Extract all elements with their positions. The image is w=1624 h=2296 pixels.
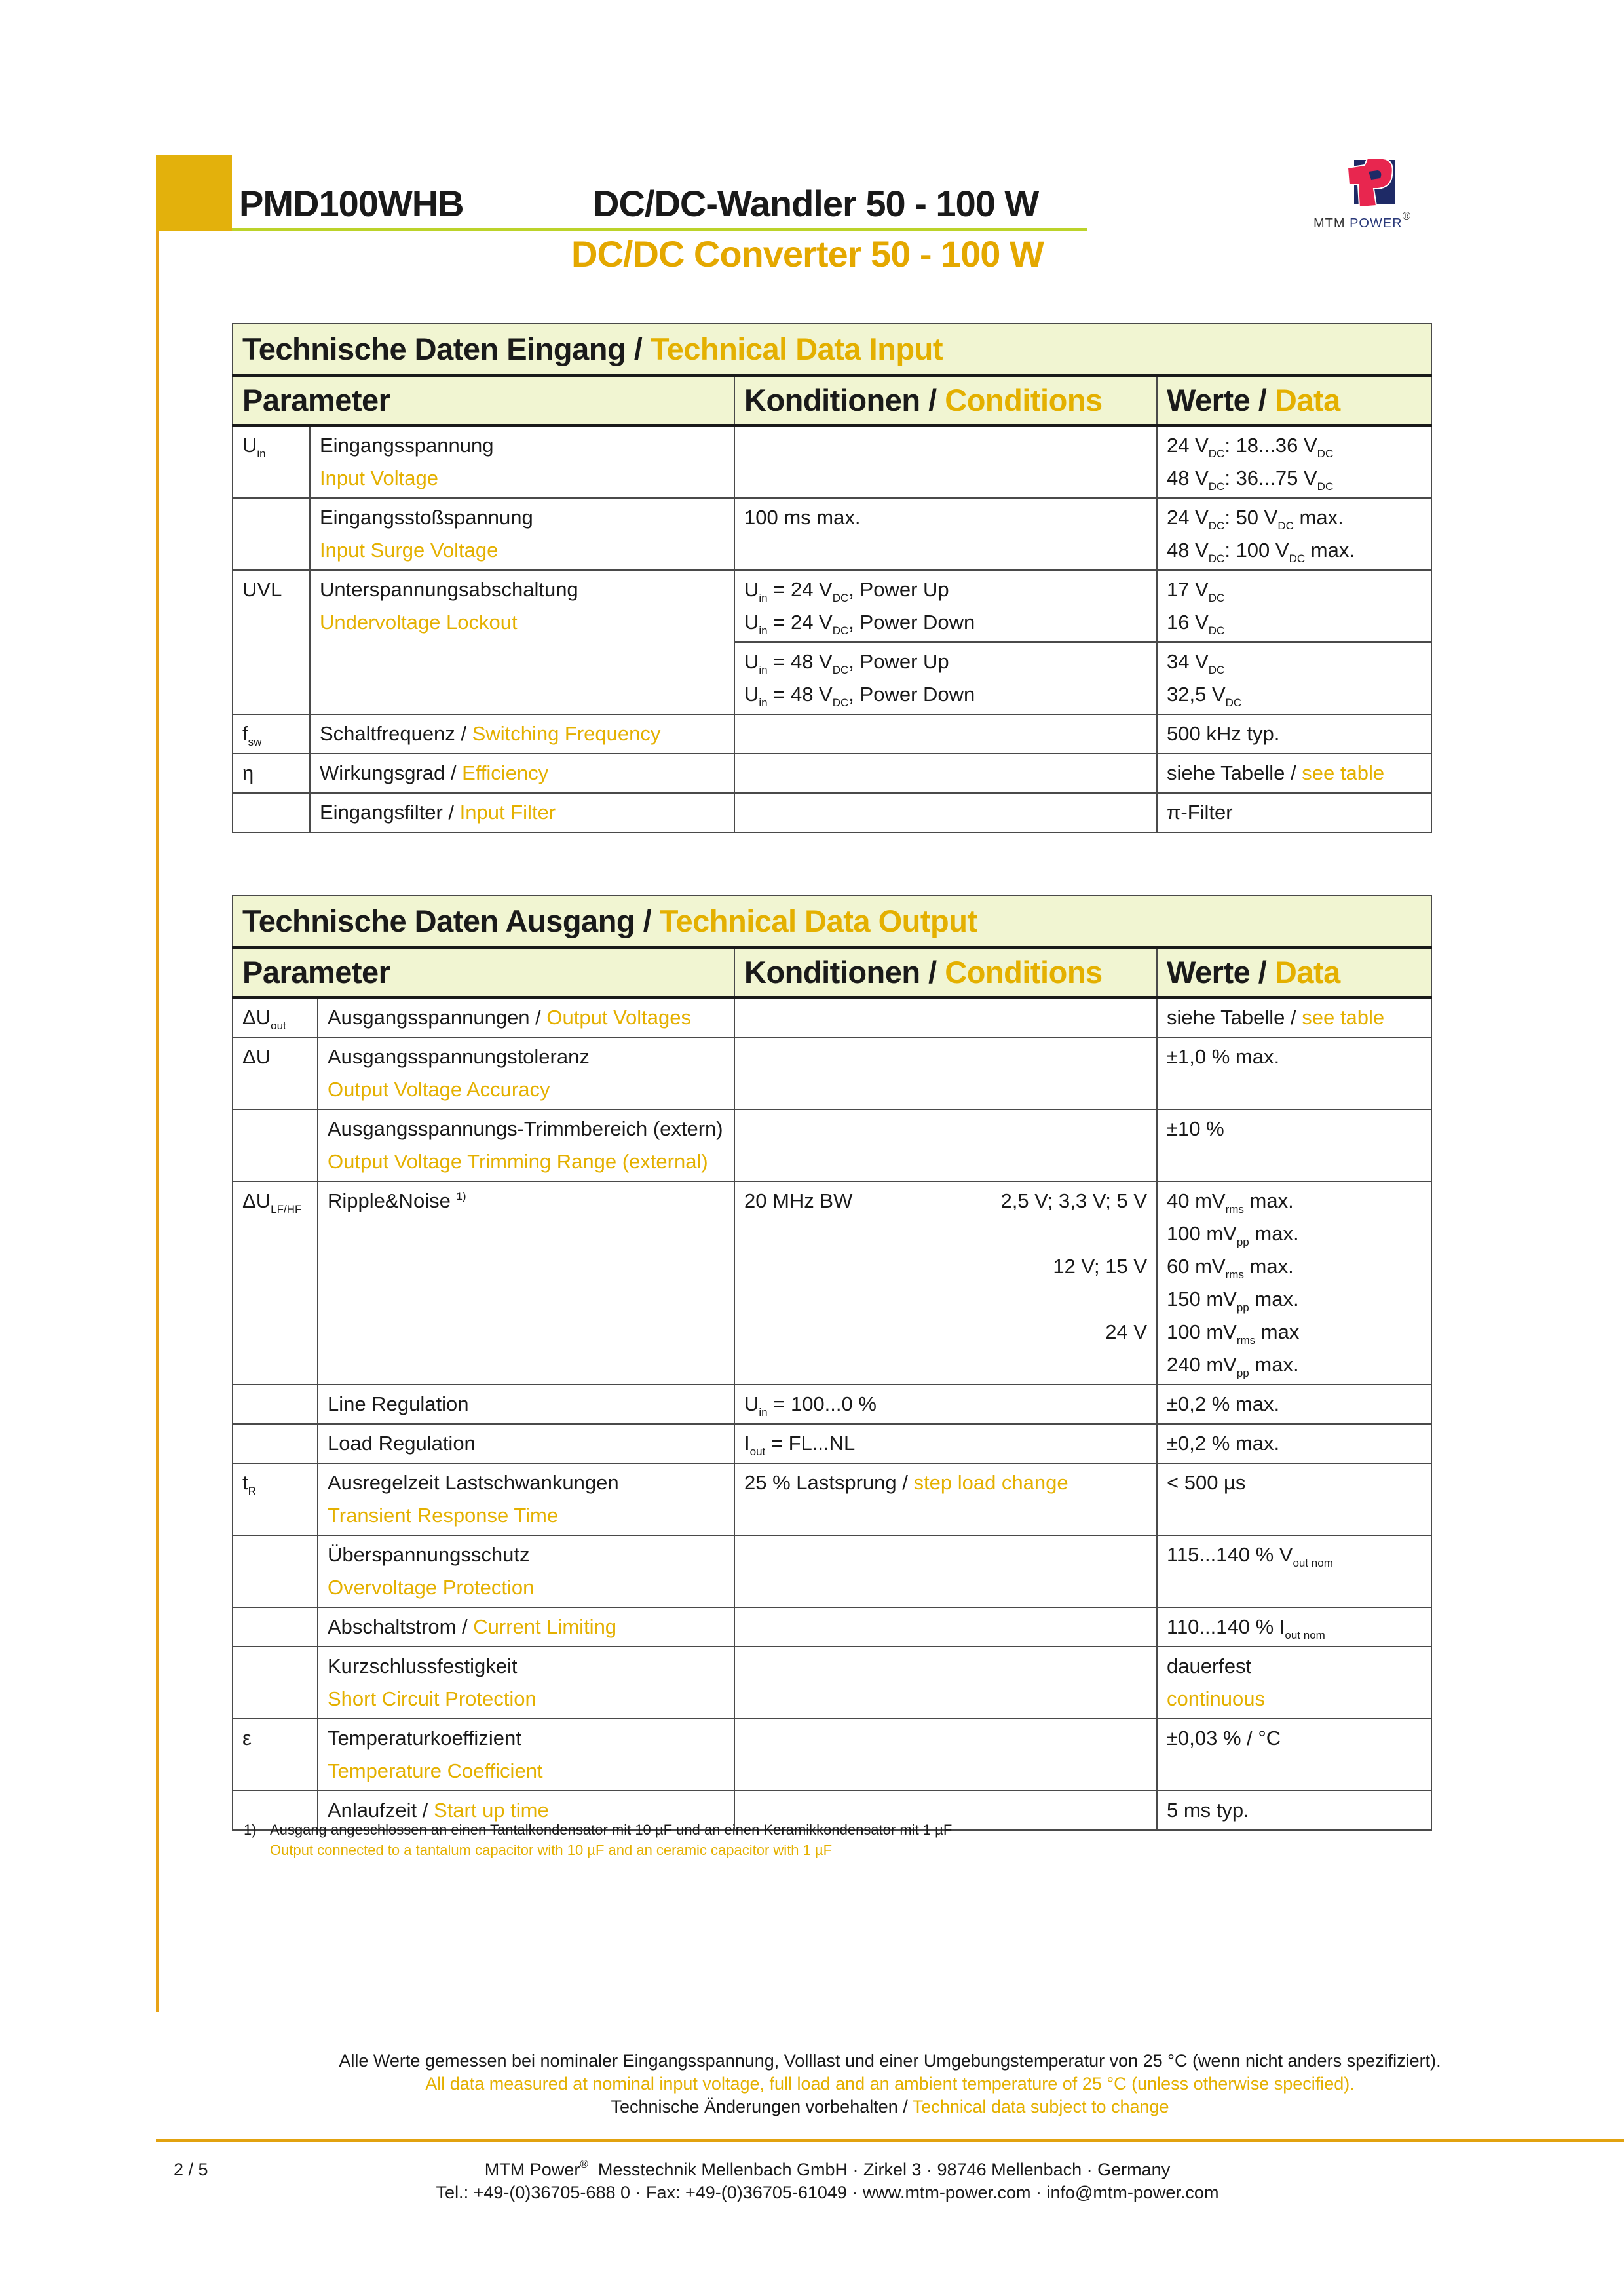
- conditions-cell: $I_{out} = FL...NL$: [734, 1424, 1157, 1463]
- parameter-cell: Eingangsfilter / Input Filter: [310, 793, 734, 832]
- parameter-cell: Ripple&Noise $^{1)}$: [318, 1181, 734, 1385]
- value-cell: ±1,0 % max.: [1157, 1037, 1431, 1109]
- footnote-number: 1): [244, 1822, 257, 1838]
- table-row: [233, 425, 1431, 498]
- table-row: [233, 1607, 1431, 1647]
- conditions-cell: [734, 793, 1157, 832]
- value-cell: 34 $V_{DC}$ 32,5 $V_{DC}$: [1157, 642, 1431, 714]
- conditions-cell: [734, 1037, 1157, 1109]
- table-row: [233, 1385, 1431, 1424]
- conditions-cell: 20 MHz BW 2,5 V; 3,3 V; 5 V 12 V; 15 V 24 V: [734, 1181, 1157, 1385]
- col-header-conditions: Konditionen / Conditions: [734, 375, 1157, 425]
- logo-text-power: POWER: [1350, 216, 1403, 231]
- brand-corner-block: [156, 155, 232, 231]
- parameter-cell: Überspannungsschutz Overvoltage Protection: [318, 1535, 734, 1607]
- symbol-cell: $t_R$: [233, 1463, 318, 1535]
- page-bottom-rule: [156, 2139, 1624, 2142]
- conditions-cell: [734, 1109, 1157, 1181]
- footnote-text-en: Output connected to a tantalum capacitor with 10 µF and an ceramic capacitor with 1 µF: [270, 1842, 833, 1858]
- company-contact: Tel.: +49-(0)36705-688 0 · Fax: +49-(0)36705-61049 · www.mtm-power.com · info@mtm-power.com: [436, 2183, 1219, 2202]
- col-header-data: Werte / Data: [1157, 947, 1431, 997]
- symbol-cell: $f_{sw}$: [233, 714, 310, 754]
- output-table-title: Technische Daten Ausgang / Technical Data Output: [233, 896, 1431, 947]
- parameter-cell: Ausgangsspannungs-Trimmbereich (extern) Output Voltage Trimming Range (external): [318, 1109, 734, 1181]
- parameter-cell: Kurzschlussfestigkeit Short Circuit Protection: [318, 1647, 734, 1719]
- value-cell: 17 $V_{DC}$ 16 $V_{DC}$: [1157, 570, 1431, 642]
- table-row: [233, 498, 1431, 570]
- conditions-cell: $U_{in} = 48$ $V_{DC}$, Power Up $U_{in} = 48$ $V_{DC}$, Power Down: [734, 642, 1157, 714]
- input-table-header-row: [233, 375, 1431, 425]
- conditions-cell: $U_{in} = 100...0$ %: [734, 1385, 1157, 1424]
- symbol-cell: [233, 1647, 318, 1719]
- value-cell: 500 kHz typ.: [1157, 714, 1431, 754]
- value-cell: ±0,2 % max.: [1157, 1385, 1431, 1424]
- document-title-en: DC/DC Converter 50 - 100 W: [571, 233, 1044, 275]
- parameter-cell: Unterspannungsabschaltung Undervoltage Lockout: [310, 570, 734, 714]
- model-number: PMD100WHB: [239, 183, 464, 224]
- symbol-cell: [233, 498, 310, 570]
- output-table-title-row: [233, 896, 1431, 947]
- output-table-header-row: [233, 947, 1431, 997]
- company-address: MTM Power® Messtechnik Mellenbach GmbH · Zirkel 3 · 98746 Mellenbach · Germany: [484, 2158, 1171, 2179]
- conditions-cell: [734, 1647, 1157, 1719]
- table-row: [233, 1719, 1431, 1791]
- measure-note-de: Alle Werte gemessen bei nominaler Eingangsspannung, Volllast und einer Umgebungstemperatur von 25 °C (wenn nicht anders spezifiziert).: [339, 2051, 1441, 2071]
- symbol-cell: [233, 1424, 318, 1463]
- value-cell: 5 ms typ.: [1157, 1791, 1431, 1830]
- symbol-cell: [233, 1385, 318, 1424]
- table-row: [233, 1463, 1431, 1535]
- col-header-parameter: Parameter: [233, 947, 734, 997]
- logo-wordmark: [1313, 210, 1412, 231]
- table-row: [233, 714, 1431, 754]
- conditions-cell: [734, 997, 1157, 1037]
- measure-note-en: All data measured at nominal input voltage, full load and an ambient temperature of 25 °C (unless otherwise specified).: [425, 2074, 1355, 2094]
- input-table-title: Technische Daten Eingang / Technical Data Input: [233, 324, 1431, 375]
- value-cell: 40 $mV_{rms}$ max. 100 $mV_{pp}$ max. 60 $mV_{rms}$ max. 150 $mV_{pp}$ max. 100 $mV_{rms}$ max 240 $mV_{pp}$ max.: [1157, 1181, 1431, 1385]
- col-header-data: Werte / Data: [1157, 375, 1431, 425]
- conditions-cell: [734, 754, 1157, 793]
- measurement-conditions-note: [156, 2050, 1624, 2118]
- table-row: [233, 1109, 1431, 1181]
- symbol-cell: UVL: [233, 570, 310, 714]
- table-row: [233, 754, 1431, 793]
- footnote: [244, 1820, 952, 1860]
- symbol-cell: ΔU: [233, 1037, 318, 1109]
- mtm-logo-icon: [1345, 156, 1396, 208]
- symbol-cell: [233, 793, 310, 832]
- parameter-cell: Anlaufzeit / Start up time: [318, 1791, 734, 1830]
- parameter-cell: Ausgangsspannungen / Output Voltages: [318, 997, 734, 1037]
- subject-to-change-note: Technische Änderungen vorbehalten / Technical data subject to change: [611, 2097, 1169, 2116]
- parameter-cell: Abschaltstrom / Current Limiting: [318, 1607, 734, 1647]
- parameter-cell: Eingangsspannung Input Voltage: [310, 425, 734, 498]
- conditions-cell: [734, 1719, 1157, 1791]
- symbol-cell: [233, 1535, 318, 1607]
- parameter-cell: Ausregelzeit Lastschwankungen Transient Response Time: [318, 1463, 734, 1535]
- footnote-text-de: Ausgang angeschlossen an einen Tantalkondensator mit 10 µF und an einen Keramikkondensator mit 1 µF: [270, 1822, 953, 1838]
- input-data-table: [232, 323, 1432, 833]
- company-footer: [156, 2158, 1499, 2204]
- value-cell: 24 $V_{DC}$: 18...36 $V_{DC}$ 48 $V_{DC}$: 36...75 $V_{DC}$: [1157, 425, 1431, 498]
- parameter-cell: Schaltfrequenz / Switching Frequency: [310, 714, 734, 754]
- conditions-cell: [734, 1607, 1157, 1647]
- document-title-de: DC/DC-Wandler 50 - 100 W: [593, 183, 1039, 224]
- logo-registered: ®: [1402, 210, 1412, 222]
- value-cell: ±10 %: [1157, 1109, 1431, 1181]
- table-row: [233, 1181, 1431, 1385]
- page-number: 2 / 5: [174, 2160, 208, 2179]
- header-underline: [232, 228, 1087, 231]
- table-row: [233, 1647, 1431, 1719]
- table-row: [233, 997, 1431, 1037]
- value-cell: ±0,2 % max.: [1157, 1424, 1431, 1463]
- symbol-cell: η: [233, 754, 310, 793]
- logo-text-mtm: MTM: [1313, 216, 1350, 231]
- value-cell: siehe Tabelle / see table: [1157, 754, 1431, 793]
- parameter-cell: Wirkungsgrad / Efficiency: [310, 754, 734, 793]
- table-row: [233, 793, 1431, 832]
- value-cell: 110...140 % $I_{out nom}$: [1157, 1607, 1431, 1647]
- conditions-cell: [734, 425, 1157, 498]
- page-left-rule: [156, 155, 159, 2012]
- col-header-conditions: Konditionen / Conditions: [734, 947, 1157, 997]
- symbol-cell: $\Delta U_{LF/HF}$: [233, 1181, 318, 1385]
- value-cell: π-Filter: [1157, 793, 1431, 832]
- table-row: [233, 570, 1431, 642]
- value-cell: dauerfest continuous: [1157, 1647, 1431, 1719]
- conditions-cell: [734, 1535, 1157, 1607]
- value-cell: 24 $V_{DC}$: 50 $V_{DC}$ max. 48 $V_{DC}$: 100 $V_{DC}$ max.: [1157, 498, 1431, 570]
- conditions-cell: [734, 714, 1157, 754]
- value-cell: < 500 µs: [1157, 1463, 1431, 1535]
- conditions-cell: 25 % Lastsprung / step load change: [734, 1463, 1157, 1535]
- output-data-table: [232, 895, 1432, 1831]
- parameter-cell: Ausgangsspannungstoleranz Output Voltage Accuracy: [318, 1037, 734, 1109]
- conditions-cell: 100 ms max.: [734, 498, 1157, 570]
- symbol-cell: $\Delta U_{out}$: [233, 997, 318, 1037]
- parameter-cell: Line Regulation: [318, 1385, 734, 1424]
- table-row: [233, 1424, 1431, 1463]
- value-cell: siehe Tabelle / see table: [1157, 997, 1431, 1037]
- table-row: [233, 1037, 1431, 1109]
- table-row: [233, 1535, 1431, 1607]
- parameter-cell: Load Regulation: [318, 1424, 734, 1463]
- conditions-cell: $U_{in} = 24$ $V_{DC}$, Power Up $U_{in} = 24$ $V_{DC}$, Power Down: [734, 570, 1157, 642]
- input-table-title-row: [233, 324, 1431, 375]
- parameter-cell: Eingangsstoßspannung Input Surge Voltage: [310, 498, 734, 570]
- value-cell: 115...140 % $V_{out nom}$: [1157, 1535, 1431, 1607]
- col-header-parameter: Parameter: [233, 375, 734, 425]
- symbol-cell: [233, 1109, 318, 1181]
- symbol-cell: $U_{in}$: [233, 425, 310, 498]
- value-cell: ±0,03 % / °C: [1157, 1719, 1431, 1791]
- parameter-cell: Temperaturkoeffizient Temperature Coefficient: [318, 1719, 734, 1791]
- symbol-cell: ε: [233, 1719, 318, 1791]
- symbol-cell: [233, 1607, 318, 1647]
